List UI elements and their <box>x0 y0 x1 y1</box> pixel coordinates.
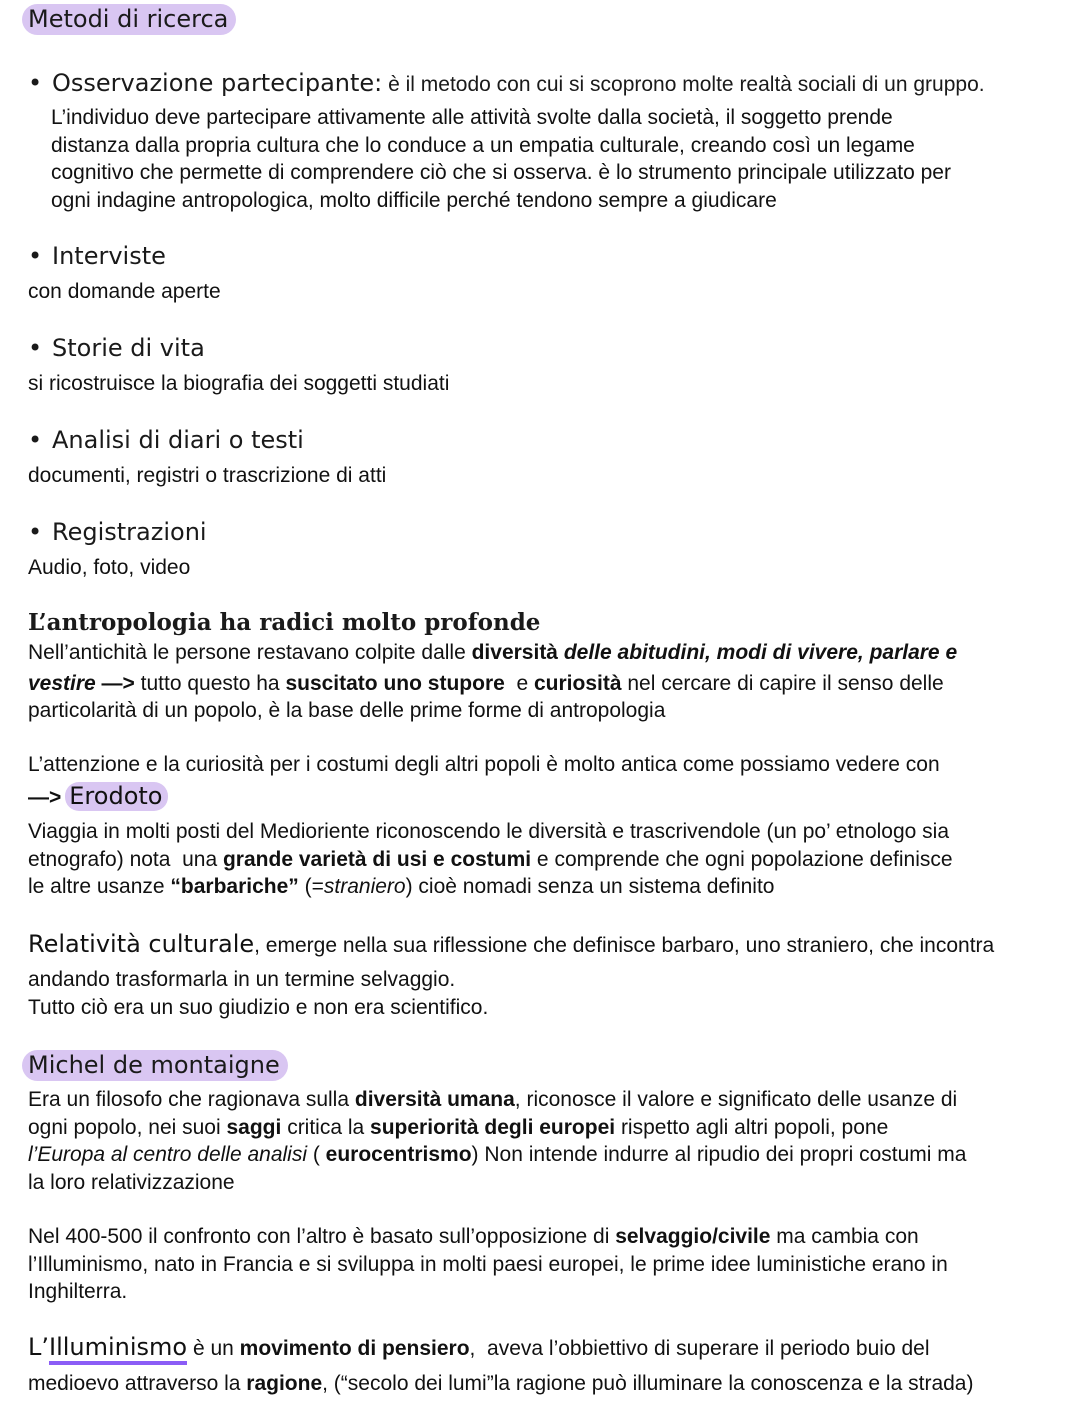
text-run: Nel 400-500 il confronto con l’altro è basato sull’opposizione di <box>28 1225 616 1248</box>
text-run: vestire <box>28 671 96 695</box>
term-registrazioni: Registrazioni <box>52 518 207 546</box>
viaggia-line-1: Viaggia in molti posti del Medioriente riconoscendo le diversità e trascrivendole (un po’ etnologo sia <box>28 820 950 843</box>
heading-metodi-di-ricerca: Metodi di ricerca <box>22 4 236 35</box>
term-storie: Storie di vita <box>52 334 205 362</box>
relativita-line-1 <box>28 930 994 958</box>
bullet-dot-icon: • <box>28 242 43 270</box>
montaigne-line-4: la loro relativizzazione <box>28 1170 235 1194</box>
text-run: ogni popolo, nei suoi <box>28 1115 227 1139</box>
montaigne-line-1 <box>28 1086 966 1114</box>
illuminismo-line-2 <box>28 1370 973 1398</box>
text-run: L’ <box>28 1333 49 1361</box>
text-run: superiorità degli europei <box>370 1115 616 1139</box>
osservazione-paragraph <box>51 104 951 214</box>
text-run: eurocentrismo <box>325 1143 472 1166</box>
text-run: (= <box>298 875 324 898</box>
nel400-line-1 <box>28 1223 948 1251</box>
text-run: delle abitudini, modi di vivere, parlare e <box>558 641 958 664</box>
bullet-dot-icon: • <box>28 518 43 546</box>
text-run: l’Europa al centro delle analisi <box>28 1143 307 1166</box>
osservazione-line-4: ogni indagine antropologica, molto difficile perché tendono sempre a giudicare <box>51 188 777 212</box>
montaigne-line-2 <box>28 1114 966 1142</box>
arrow-text: —> <box>28 786 62 809</box>
bullet-interviste <box>28 241 166 271</box>
registrazioni-desc: Audio, foto, video <box>28 556 191 579</box>
relativita-paragraph <box>28 966 488 1021</box>
text-run: diversità umana <box>354 1088 515 1111</box>
bullet-registrazioni <box>28 517 207 547</box>
text-run: le altre usanze <box>28 875 171 898</box>
text-run: è un <box>187 1337 240 1360</box>
montaigne-line-3 <box>28 1141 966 1169</box>
text-run: tutto questo ha <box>140 671 286 695</box>
text-run: etnografo) nota una <box>28 847 223 871</box>
text-run: movimento di pensiero <box>239 1337 470 1360</box>
text-run: saggi <box>226 1115 282 1139</box>
viaggia-line-3 <box>28 873 953 901</box>
text-run: grande varietà di usi e costumi <box>222 847 532 871</box>
osservazione-line-1: L’individuo deve partecipare attivamente alle attività svolte dalla società, il soggetto prende <box>51 106 893 129</box>
analisi-desc: documenti, registri o trascrizione di atti <box>28 464 387 487</box>
text-run: e <box>504 671 534 695</box>
bullet-dot-icon: • <box>28 426 43 454</box>
heading-antropologia: L’antropologia ha radici molto profonde <box>28 609 541 636</box>
text-run: nel cercare di capire il senso delle <box>621 671 944 695</box>
illuminismo-line-1 <box>28 1333 930 1361</box>
text-run: e comprende che ogni popolazione definisce <box>531 847 953 871</box>
term-illuminismo: Illuminismo <box>49 1333 187 1365</box>
osservazione-rest: è il metodo con cui si scoprono molte realtà sociali di un gruppo. <box>382 73 985 96</box>
text-run: ( <box>307 1143 326 1166</box>
text-run: ) Non intende indurre al ripudio dei propri costumi ma <box>471 1143 967 1166</box>
erodoto-line <box>28 782 168 810</box>
antropologia-paragraph <box>28 639 1068 725</box>
nel400-line-3: Inghilterra. <box>28 1280 128 1303</box>
relativita-line-3: Tutto ciò era un suo giudizio e non era scientifico. <box>28 995 489 1019</box>
term-osservazione: Osservazione partecipante: <box>52 69 383 97</box>
viaggia-line-2 <box>28 846 953 874</box>
bullet-analisi <box>28 425 304 455</box>
text-run: , aveva l’obbiettivo di superare il periodo buio del <box>469 1337 930 1360</box>
term-interviste: Interviste <box>52 242 166 270</box>
bullet-dot-icon: • <box>28 69 43 97</box>
text-run: ragione <box>246 1372 323 1395</box>
nel400-paragraph <box>28 1223 948 1306</box>
osservazione-line-2: distanza dalla propria cultura che lo conduce a un empatia culturale, creando così un legame <box>51 133 915 157</box>
antropologia-line-1 <box>28 639 1068 667</box>
text-run: Nell’antichità le persone restavano colpite dalle <box>28 641 472 664</box>
relativita-rest: , emerge nella sua riflessione che definisce barbaro, uno straniero, che incontra <box>254 934 995 957</box>
text-run: rispetto agli altri popoli, pone <box>615 1115 889 1139</box>
text-run: medioevo attraverso la <box>28 1372 247 1395</box>
antropologia-line-2 <box>28 670 1068 698</box>
heading-michel-de-montaigne: Michel de montaigne <box>22 1050 288 1081</box>
term-analisi: Analisi di diari o testi <box>52 426 304 454</box>
term-relativita: Relatività culturale <box>28 930 255 958</box>
text-run: , riconosce il valore e significato delle usanze di <box>514 1088 958 1111</box>
text-run: ) cioè nomadi senza un sistema definito <box>405 875 775 898</box>
text-run: suscitato uno stupore <box>285 671 505 695</box>
osservazione-line-3: cognitivo che permette di comprendere ciò che si osserva. è lo strumento principale utilizzato per <box>51 161 951 184</box>
viaggia-paragraph <box>28 818 953 901</box>
relativita-line-2: andando trasformarla in un termine selvaggio. <box>28 968 456 991</box>
text-run: “barbariche” <box>170 875 299 898</box>
arrow-text: —> <box>95 671 141 695</box>
nel400-line-2: l’Illuminismo, nato in Francia e si sviluppa in molti paesi europei, le prime idee luministiche erano in <box>28 1252 948 1276</box>
bullet-storie <box>28 333 205 363</box>
storie-desc: si ricostruisce la biografia dei soggetti studiati <box>28 372 450 395</box>
text-run: selvaggio/civile <box>615 1225 771 1248</box>
interviste-desc: con domande aperte <box>28 280 221 303</box>
text-run: , (“secolo dei lumi”la ragione può illuminare la conoscenza e la strada) <box>322 1372 974 1395</box>
text-run: diversità <box>471 641 558 664</box>
heading-erodoto: Erodoto <box>65 782 168 811</box>
text-run: straniero <box>323 875 406 898</box>
bullet-osservazione <box>28 68 985 100</box>
text-run: ma cambia con <box>770 1225 919 1248</box>
text-run: Era un filosofo che ragionava sulla <box>28 1088 355 1111</box>
attenzione-line: L’attenzione e la curiosità per i costumi degli altri popoli è molto antica come possiamo vedere con <box>28 753 940 776</box>
text-run: curiosità <box>533 671 622 695</box>
antropologia-line-3: particolarità di un popolo, è la base delle prime forme di antropologia <box>28 699 666 722</box>
montaigne-paragraph <box>28 1086 966 1196</box>
bullet-dot-icon: • <box>28 334 43 362</box>
text-run: critica la <box>281 1115 371 1139</box>
